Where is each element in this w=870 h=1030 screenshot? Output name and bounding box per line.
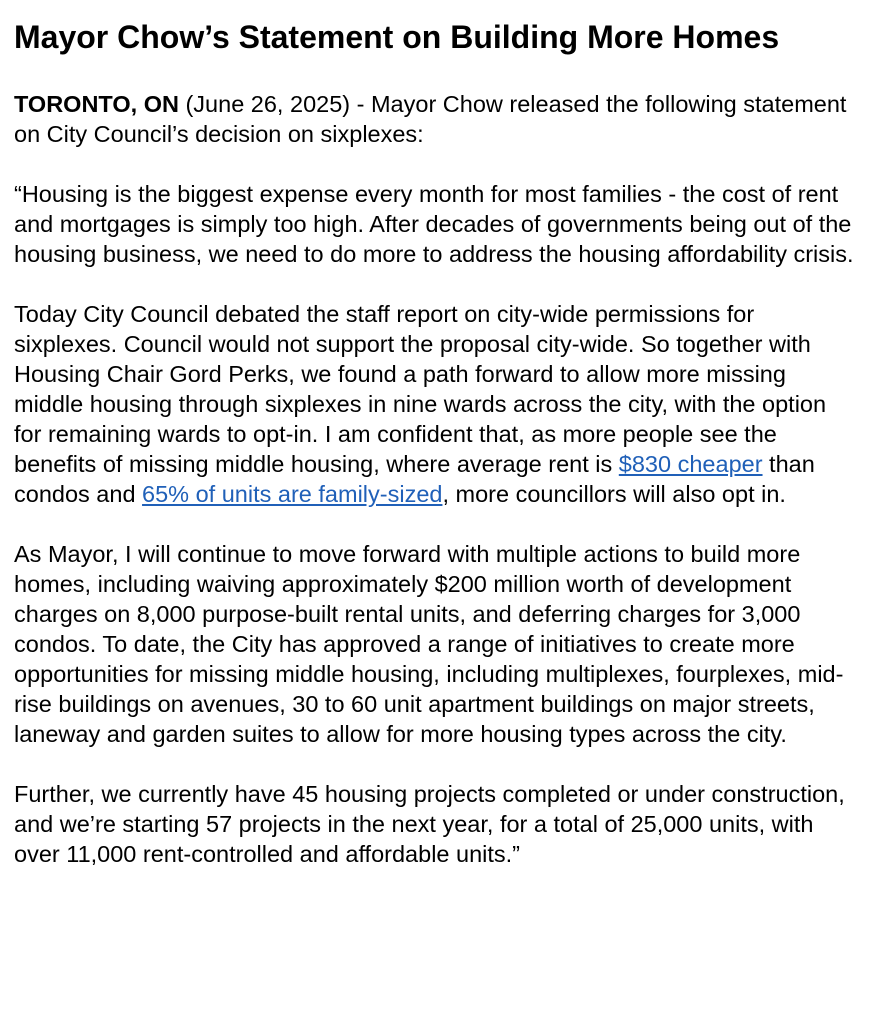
- family-sized-units-link[interactable]: 65% of units are family-sized: [142, 481, 443, 507]
- page-title: Mayor Chow’s Statement on Building More Homes: [14, 19, 780, 55]
- paragraph-2-text-3: , more councillors will also opt in.: [442, 481, 786, 507]
- quote-paragraph-2: [14, 299, 856, 509]
- intro-text: (June 26, 2025) - Mayor Chow released the following statement on City Council’s decision on sixplexes:: [14, 91, 847, 147]
- intro-paragraph: [14, 89, 856, 149]
- quote-paragraph-1: “Housing is the biggest expense every month for most families - the cost of rent and mortgages is simply too high. After decades of governments being out of the housing business, we need to do more to address the housing affordability crisis.: [14, 181, 854, 267]
- quote-paragraph-4: Further, we currently have 45 housing projects completed or under construction, and we’re starting 57 projects in the next year, for a total of 25,000 units, with over 11,000 rent-controlled and affordable units.”: [14, 781, 845, 867]
- paragraph-2-text-1: Today City Council debated the staff report on city-wide permissions for sixplexes. Council would not support the proposal city-wide. So together with Housing Chair Gord Perks, we found a path forward to allow more missing middle housing through sixplexes in nine wards across the city, with the option for remaining wards to opt-in. I am confident that, as more people see the benefits of missing middle housing, where average rent is: [14, 301, 827, 477]
- paragraph-2-text-2: than condos and: [14, 451, 815, 507]
- dateline: TORONTO, ON: [14, 91, 179, 117]
- rent-cheaper-link[interactable]: $830 cheaper: [618, 451, 763, 477]
- quote-paragraph-3: As Mayor, I will continue to move forward with multiple actions to build more homes, including waiving approximately $200 million worth of development charges on 8,000 purpose-built rental units, and deferring charges for 3,000 condos. To date, the City has approved a range of initiatives to create more opportunities for missing middle housing, including multiplexes, fourplexes, mid-rise buildings on avenues, 30 to 60 unit apartment buildings on major streets, laneway and garden suites to allow for more housing types across the city.: [14, 541, 844, 747]
